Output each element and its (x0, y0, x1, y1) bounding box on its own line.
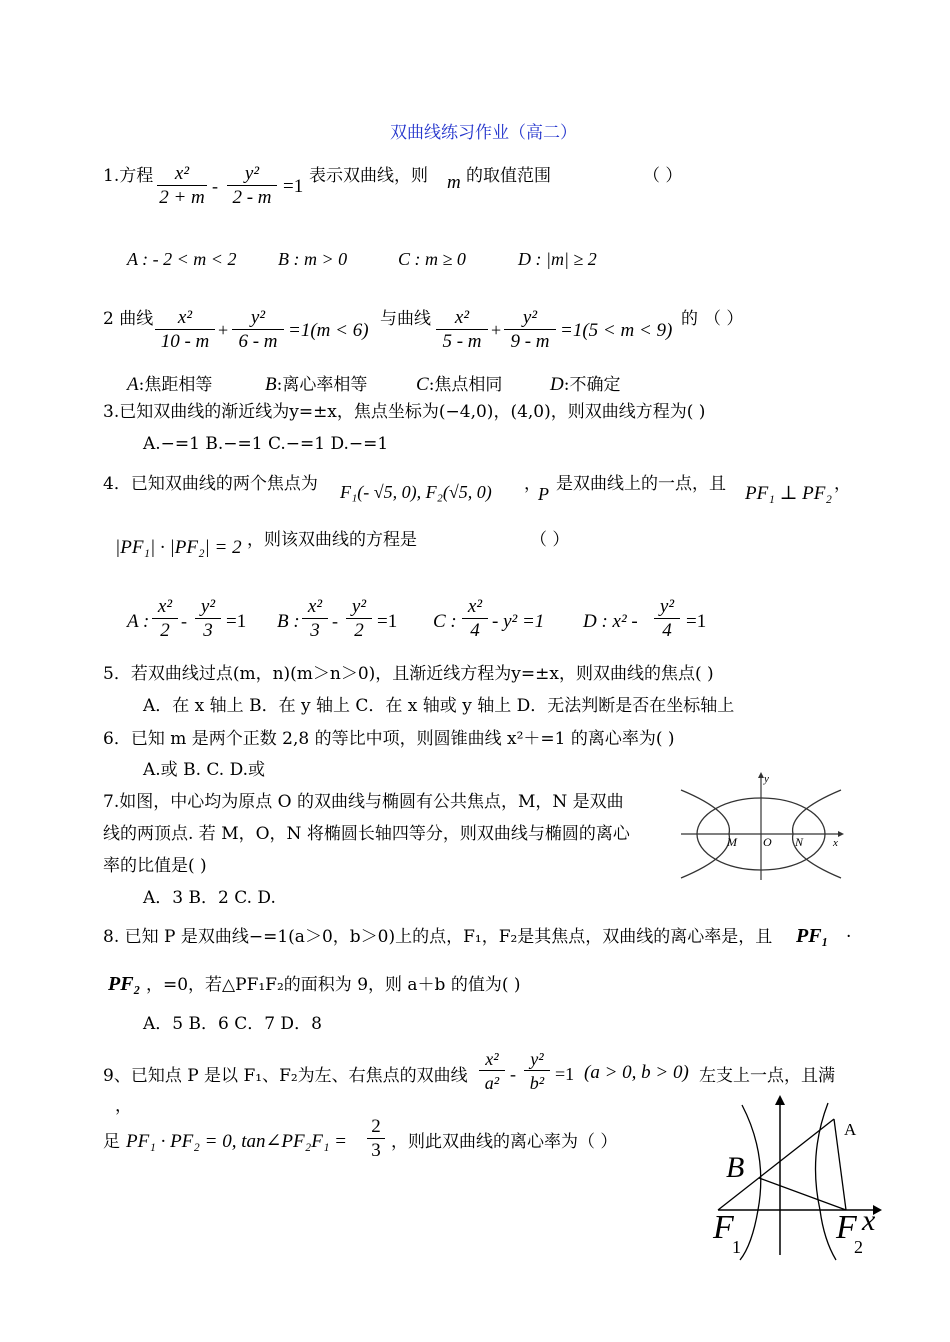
q4-comma-1: ， (524, 474, 541, 494)
q4-intro: 4．已知双曲线的两个焦点为 (103, 474, 318, 494)
q9-line2-suffix: ，则此双曲线的离心率为（ ） (391, 1132, 618, 1152)
q2-curve2-condition: =1(5 < m < 9) (560, 320, 673, 341)
q2-prefix: 2 曲线 (103, 309, 154, 329)
q4-option-a-frac2: y² 3 (195, 596, 221, 643)
q2-option-a: A:焦距相等 (127, 374, 213, 395)
q2-curve1-condition: =1(m < 6) (288, 320, 369, 341)
q1-option-b: B : m > 0 (278, 249, 348, 269)
q4-point-p: P (538, 484, 549, 504)
q7-label-m: M (727, 835, 737, 849)
q4-text: 是双曲线上的一点，且 (556, 474, 726, 494)
q2-plus-2: + (491, 320, 502, 340)
q1-variable: m (447, 172, 461, 193)
q9-stray-comma: ， (115, 1096, 132, 1116)
q7-ellipse-hyperbola-figure (676, 772, 846, 882)
q4-option-b-eq: =1 (377, 611, 398, 632)
q9-frac-x: x² a² (479, 1048, 505, 1095)
q9-line-b-f2 (759, 1178, 846, 1210)
q9-minus: - (510, 1064, 516, 1084)
q1-option-d: D : |m| ≥ 2 (518, 249, 597, 269)
q7-label-o: O (763, 835, 772, 849)
q4-option-a-frac1: x² 2 (152, 596, 178, 643)
q4-option-d-eq: =1 (686, 611, 707, 632)
question-8-options: A．5 B．6 C．7 D．8 (143, 1014, 322, 1034)
q9-frac-two-thirds: 2 3 (367, 1116, 385, 1163)
q4-foci: F₁(- √5, 0), F₂(√5, 0) (340, 482, 492, 502)
q2-mid-text: 与曲线 (380, 309, 431, 329)
question-3-options: A.−=1 B.−=1 C.−=1 D.−=1 (143, 434, 389, 454)
q4-option-d-frac2: y² 4 (654, 596, 680, 643)
page-title: 双曲线练习作业（高二） (390, 123, 577, 143)
q2-suffix: 的 (681, 309, 698, 329)
q9-intro: 9、已知点 P 是以 F₁、F₂为左、右焦点的双曲线 (103, 1066, 468, 1086)
q1-option-c: C : m ≥ 0 (398, 249, 466, 269)
q2-plus-1: + (218, 320, 229, 340)
q4-option-b-frac2: y² 2 (346, 596, 372, 643)
question-7-line-1: 7.如图，中心均为原点 O 的双曲线与椭圆有公共焦点，M，N 是双曲 (103, 792, 624, 812)
q4-comma-2: ， (834, 474, 851, 494)
q8-vector-pf2: PF₂ (108, 973, 141, 995)
q1-equals: =1 (283, 176, 304, 197)
q2-option-d: D:不确定 (550, 374, 621, 395)
q9-label-a: A (844, 1120, 857, 1139)
q4-option-b-label: B : (277, 611, 300, 632)
q4-option-a-label: A : (127, 611, 150, 632)
q4-text2: ，则该双曲线的方程是 (247, 530, 417, 550)
q7-label-y: y (764, 773, 769, 785)
q9-label-b: B (726, 1151, 745, 1184)
q1-text: 表示双曲线，则 (309, 166, 428, 186)
question-7-line-3: 率的比值是( ) (103, 856, 207, 876)
q1-answer-paren: （ ） (643, 166, 683, 186)
q9-text: 左支上一点，且满 (699, 1066, 835, 1086)
q7-label-x: x (833, 837, 838, 849)
q9-line2-prefix: 足 (103, 1132, 120, 1152)
question-3-text: 3.已知双曲线的渐近线为y=±x，焦点坐标为(−4,0)，(4,0)，则双曲线方程为( ) (103, 402, 706, 422)
q4-option-a-minus: - (181, 611, 187, 631)
q2-option-c: C:焦点相同 (416, 374, 503, 395)
q9-hyperbola-figure (710, 1095, 890, 1260)
q9-equals: =1 (555, 1064, 575, 1084)
q2-option-b: B:离心率相等 (265, 374, 368, 395)
q2-curve1-fraction-a: x² 10 - m (155, 307, 215, 354)
question-6-text: 6．已知 m 是两个正数 2,8 的等比中项，则圆锥曲线 x²＋=1 的离心率为( ) (103, 729, 675, 749)
q4-option-a-eq: =1 (226, 611, 247, 632)
q8-dot: · (846, 927, 852, 947)
q9-label-f1: F (713, 1209, 734, 1246)
q4-option-c-tail: - y² =1 (492, 611, 545, 632)
q9-label-x: x (862, 1204, 876, 1237)
question-6-options: A.或 B. C. D.或 (143, 760, 266, 780)
question-7-line-2: 线的两顶点. 若 M，O，N 将椭圆长轴四等分，则双曲线与椭圆的离心 (103, 824, 630, 844)
q9-line2-math: PF₁ · PF₂ = 0, tan∠PF₂F₁ = (126, 1131, 348, 1152)
q9-label-f2: F (836, 1209, 857, 1246)
question-5-text: 5．若双曲线过点(m，n)(m＞n＞0)，且渐近线方程为y=±x，则双曲线的焦点( ) (103, 664, 714, 684)
q7-label-n: N (795, 835, 804, 849)
q9-hyperbola-right (816, 1103, 837, 1260)
q4-option-b-frac1: x² 3 (302, 596, 328, 643)
q9-label-f2-sub: 2 (854, 1237, 863, 1257)
q9-frac-y: y² b² (524, 1048, 550, 1095)
q1-prefix: 1.方程 (103, 166, 154, 186)
q9-condition: (a > 0, b > 0) (584, 1062, 689, 1083)
q1-text2: 的取值范围 (466, 166, 551, 186)
q1-fraction-a: x² 2 + m (157, 163, 207, 210)
q2-curve2-fraction-b: y² 9 - m (504, 307, 556, 354)
question-5-options: A．在 x 轴上 B．在 y 轴上 C．在 x 轴或 y 轴上 D．无法判断是否在坐标轴上 (143, 696, 735, 716)
q2-answer-paren: （ ） (704, 309, 744, 329)
q4-option-c-label: C : (433, 611, 457, 632)
q8-vector-pf1: PF₁ (796, 925, 829, 947)
q2-curve2-fraction-a: x² 5 - m (436, 307, 488, 354)
q4-answer-paren: （ ） (530, 530, 570, 550)
q1-minus: - (212, 176, 218, 196)
q1-fraction-b: y² 2 - m (227, 163, 277, 210)
q2-curve1-fraction-b: y² 6 - m (232, 307, 284, 354)
q9-label-f1-sub: 1 (732, 1237, 741, 1257)
q4-option-d-label: D : x² - (583, 611, 638, 632)
q4-option-b-minus: - (332, 611, 338, 631)
q4-perpendicular: PF₁ ⊥ PF₂ (745, 483, 833, 504)
q1-option-a: A : - 2 < m < 2 (127, 249, 237, 269)
question-8-line-2: ，=0，若△PF₁F₂的面积为 9，则 a＋b 的值为( ) (146, 975, 521, 995)
q4-condition: |PF₁| · |PF₂| = 2 (115, 537, 242, 558)
question-7-options: A．3 B．2 C. D. (143, 888, 276, 908)
question-8-line-1: 8. 已知 P 是双曲线−=1(a＞0，b＞0)上的点，F₁，F₂是其焦点，双曲线的离心率是，且 (103, 927, 773, 947)
q4-option-c-frac1: x² 4 (462, 596, 488, 643)
